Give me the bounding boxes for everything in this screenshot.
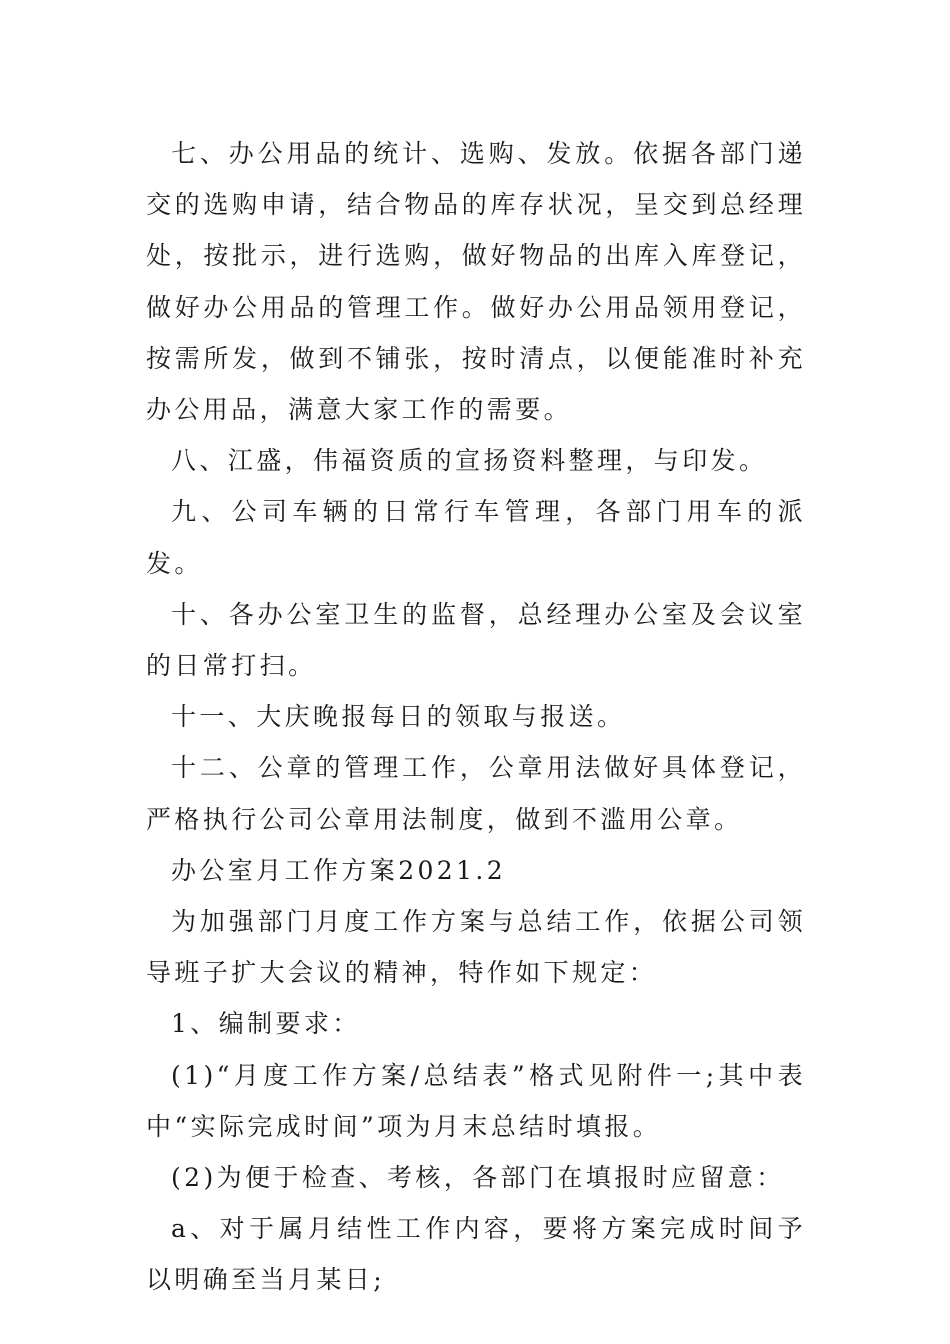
paragraph-item-8-promotional-materials: 八、江盛，伟福资质的宣扬资料整理，与印发。 — [171, 446, 768, 476]
paragraph-item-7-office-supplies: 七、办公用品的统计、选购、发放。依据各部门递交的选购申请，结合物品的库存状况，呈交到总经理处，按批示，进行选购，做好物品的出库入库登记，做好办公用品的管理工作。做好办公用品领用登记，按需所发，做到不铺张，按时清点，以便能准时补充办公用品，满意大家工作的需要。 — [146, 139, 806, 425]
document-body — [146, 128, 806, 1306]
paragraph-item-10-office-hygiene: 十、各办公室卫生的监督，总经理办公室及会议室的日常打扫。 — [146, 599, 806, 681]
paragraph-requirement-1: (1)“月度工作方案/总结表”格式见附件一;其中表中“实际完成时间”项为月末总结时填报。 — [146, 1060, 806, 1141]
paragraph-requirement-2a: a、对于属月结性工作内容，要将方案完成时间予以明确至当月某日; — [146, 1214, 806, 1295]
section-heading-monthly-plan: 办公室月工作方案2021.2 — [171, 855, 507, 885]
paragraph-item-9-vehicle-management: 九、公司车辆的日常行车管理，各部门用车的派发。 — [146, 497, 806, 578]
paragraph-requirement-2: (2)为便于检查、考核，各部门在填报时应留意： — [171, 1163, 785, 1193]
paragraph-compilation-requirements: 1、编制要求： — [171, 1009, 361, 1039]
paragraph-item-12-official-seal: 十二、公章的管理工作，公章用法做好具体登记，严格执行公司公章用法制度，做到不滥用公章。 — [146, 753, 806, 834]
paragraph-item-11-newspaper: 十一、大庆晚报每日的领取与报送。 — [171, 702, 626, 732]
paragraph-plan-intro: 为加强部门月度工作方案与总结工作，依据公司领导班子扩大会议的精神，特作如下规定： — [146, 907, 806, 988]
